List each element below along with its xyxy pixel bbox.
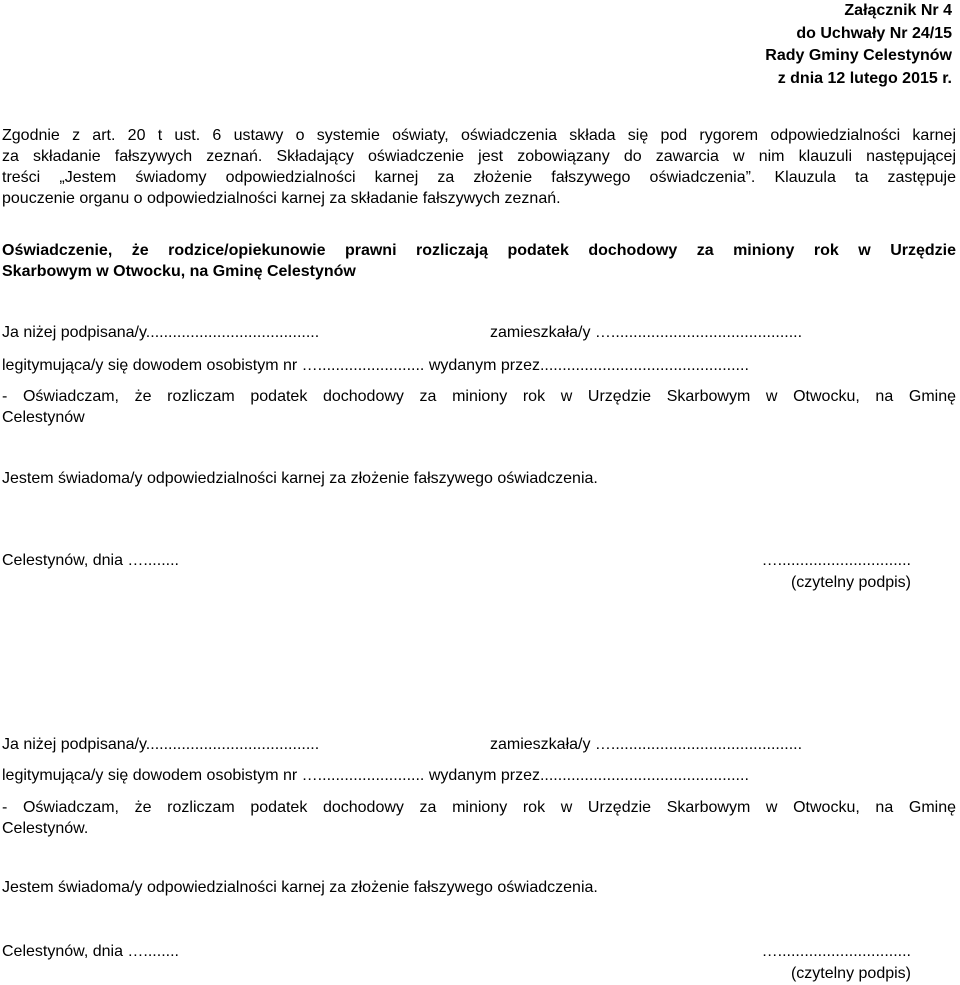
undersigned-field[interactable]: Ja niżej podpisana/y....................................... xyxy=(2,736,320,753)
statement-title-line: Skarbowym w Otwocku, na Gminę Celestynów xyxy=(2,263,356,280)
intro-line: Zgodnie z art. 20 t ust. 6 ustawy o systemie oświaty, oświadczenia składa się pod rygorem odpowiedzialności karnej xyxy=(2,127,956,144)
intro-line: pouczenie organu o odpowiedzialności karnej za składanie fałszywych zeznań. xyxy=(2,190,561,207)
declaration-line: - Oświadczam, że rozliczam podatek dochodowy za miniony rok w Urzędzie Skarbowym w Otwocku, na Gminę xyxy=(2,799,956,816)
statement-title xyxy=(2,240,956,282)
annex-number: Załącznik Nr 4 xyxy=(844,2,952,19)
awareness-statement: Jestem świadoma/y odpowiedzialności karnej za złożenie fałszywego oświadczenia. xyxy=(2,470,598,487)
undersigned-field[interactable]: Ja niżej podpisana/y....................................... xyxy=(2,324,320,341)
declaration-line: Celestynów xyxy=(2,409,85,426)
residence-field[interactable]: zamieszkała/y …........................................... xyxy=(490,736,803,753)
council-name: Rady Gminy Celestynów xyxy=(765,47,952,64)
signature-field[interactable]: ….............................. xyxy=(761,943,911,960)
signature-block xyxy=(762,941,911,985)
intro-line: treści „Jestem świadomy odpowiedzialności karnej za złożenie fałszywego oświadczenia”. Klauzula ta zastępuje xyxy=(2,169,956,186)
signature-block xyxy=(762,550,911,594)
id-document-field[interactable]: legitymująca/y się dowodem osobistym nr …........................ wydanym przez............................................... xyxy=(2,767,749,784)
declaration-line: - Oświadczam, że rozliczam podatek dochodowy za miniony rok w Urzędzie Skarbowym w Otwocku, na Gminę xyxy=(2,388,956,405)
resolution-date: z dnia 12 lutego 2015 r. xyxy=(777,69,952,87)
signature-label: (czytelny podpis) xyxy=(790,574,911,591)
declaration-text xyxy=(2,386,956,428)
resolution-number: do Uchwały Nr 24/15 xyxy=(796,24,952,42)
signature-field[interactable]: ….............................. xyxy=(761,552,911,569)
residence-field[interactable]: zamieszkała/y …........................................... xyxy=(490,324,803,341)
legal-intro xyxy=(2,125,956,209)
declaration-line: Celestynów. xyxy=(2,820,89,837)
place-date-field[interactable]: Celestynów, dnia …........ xyxy=(2,943,179,960)
place-date-field[interactable]: Celestynów, dnia …........ xyxy=(2,552,179,569)
signature-label: (czytelny podpis) xyxy=(790,965,911,982)
awareness-statement: Jestem świadoma/y odpowiedzialności karnej za złożenie fałszywego oświadczenia. xyxy=(2,879,598,896)
id-document-field[interactable]: legitymująca/y się dowodem osobistym nr …........................ wydanym przez............................................... xyxy=(2,357,749,374)
annex-header xyxy=(765,0,952,90)
statement-title-line: Oświadczenie, że rodzice/opiekunowie prawni rozliczają podatek dochodowy za miniony rok w Urzędzie xyxy=(2,242,956,259)
intro-line: za składanie fałszywych zeznań. Składający oświadczenie jest zobowiązany do zawarcia w nim klauzuli następującej xyxy=(2,148,956,165)
declaration-text xyxy=(2,797,956,839)
